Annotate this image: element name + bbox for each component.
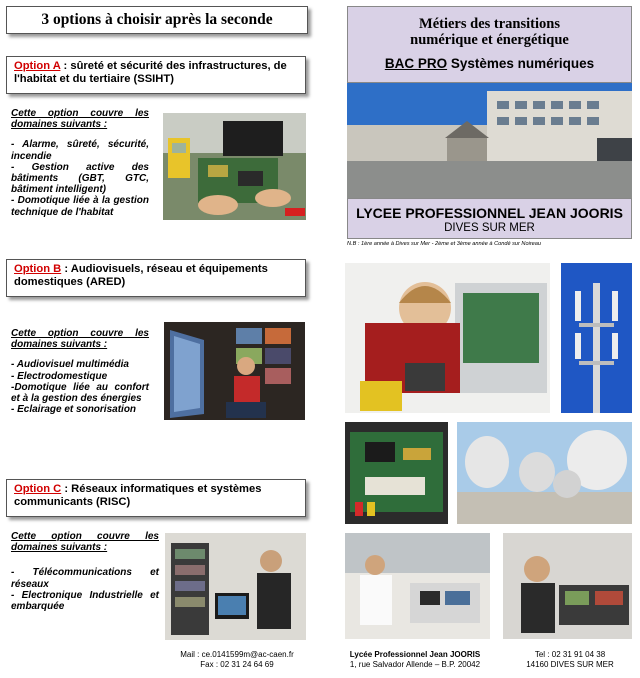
header-banner — [347, 6, 632, 83]
footer-school-name: Lycée Professionnel Jean JOORIS — [349, 650, 481, 659]
option-b-box — [6, 259, 306, 297]
photo-circuit-board — [345, 422, 448, 524]
footer-tel: Tel : 02 31 91 04 38 — [534, 650, 606, 659]
photo-antenna-tower — [561, 263, 632, 413]
bac-pro-line — [348, 56, 631, 71]
contact-block — [162, 650, 312, 670]
contact-mail: Mail : ce.0141599m@ac-caen.fr — [180, 650, 294, 659]
bac-pro-label: BAC PRO — [384, 56, 448, 71]
school-address-block — [340, 650, 490, 670]
footer-city: 14160 DIVES SUR MER — [526, 660, 614, 669]
photo-student-testing — [503, 533, 632, 639]
photo-network-lab — [165, 533, 306, 640]
photo-satellite-dishes — [457, 422, 632, 524]
photo-measurement-lab — [345, 533, 490, 639]
left-title-box — [6, 6, 308, 34]
option-a-item: - Domotique liée à la gestion technique de l'habitat — [11, 195, 149, 218]
photo-school-building — [347, 83, 632, 198]
footer-address: 1, rue Salvador Allende – B.P. 20042 — [349, 660, 481, 669]
page-title: 3 options à choisir après la seconde — [41, 11, 273, 28]
nb-note: N.B : 1ère année à Dives sur Mer - 2ème et 3ème année à Condé sur Noireau — [347, 241, 542, 247]
option-b-item: - Electrodomestique — [11, 370, 108, 382]
option-c-description — [11, 531, 159, 612]
option-b-tag: Option B — [14, 263, 62, 275]
option-a-item: - Gestion active des bâtiments (GBT, GTC, bâtiment intelligent) — [11, 161, 149, 196]
option-b-item: - Eclairage et sonorisation — [11, 404, 137, 416]
photo-audiovisual-technician — [164, 322, 305, 420]
option-a-heading: : sûreté et sécurité des infrastructures, de l'habitat et du tertiaire (SSIHT) — [14, 60, 287, 85]
option-a-item: - Alarme, sûreté, sécurité, incendie — [11, 139, 149, 162]
option-c-tag: Option C — [14, 483, 62, 495]
option-c-intro: Cette option couvre les domaines suivants : — [11, 531, 159, 554]
header-title-line1: Métiers des transitions — [419, 16, 560, 32]
bac-specialty: Systèmes numériques — [447, 56, 595, 71]
option-b-heading: : Audiovisuels, réseau et équipements domestiques (ARED) — [14, 263, 268, 288]
school-banner — [347, 198, 632, 239]
option-c-heading: : Réseaux informatiques et systèmes communicants (RISC) — [14, 483, 262, 508]
option-b-intro: Cette option couvre les domaines suivants : — [11, 328, 149, 351]
option-a-tag: Option A — [14, 60, 61, 72]
school-name: LYCEE PROFESSIONNEL JEAN JOORIS — [356, 205, 623, 221]
header-title-line2: numérique et énergétique — [410, 32, 569, 48]
photo-electronics-lab — [163, 113, 306, 220]
option-c-item: - Télécommunications et réseaux — [11, 567, 159, 590]
option-b-item: - Audiovisuel multimédia — [11, 359, 129, 371]
contact-fax: Fax : 02 31 24 64 69 — [200, 660, 274, 669]
option-a-description — [11, 108, 149, 218]
photo-student-electronics — [345, 263, 550, 413]
school-city: DIVES SUR MER — [444, 222, 535, 234]
option-c-item: - Electronique Industrielle et embarquée — [11, 589, 159, 613]
option-c-box — [6, 479, 306, 517]
option-b-item: -Domotique liée au confort et à la gestion des énergies — [11, 381, 149, 405]
school-phone-block — [510, 650, 630, 670]
option-a-intro: Cette option couvre les domaines suivants : — [11, 108, 149, 131]
option-b-description — [11, 328, 149, 415]
option-a-box — [6, 56, 306, 94]
